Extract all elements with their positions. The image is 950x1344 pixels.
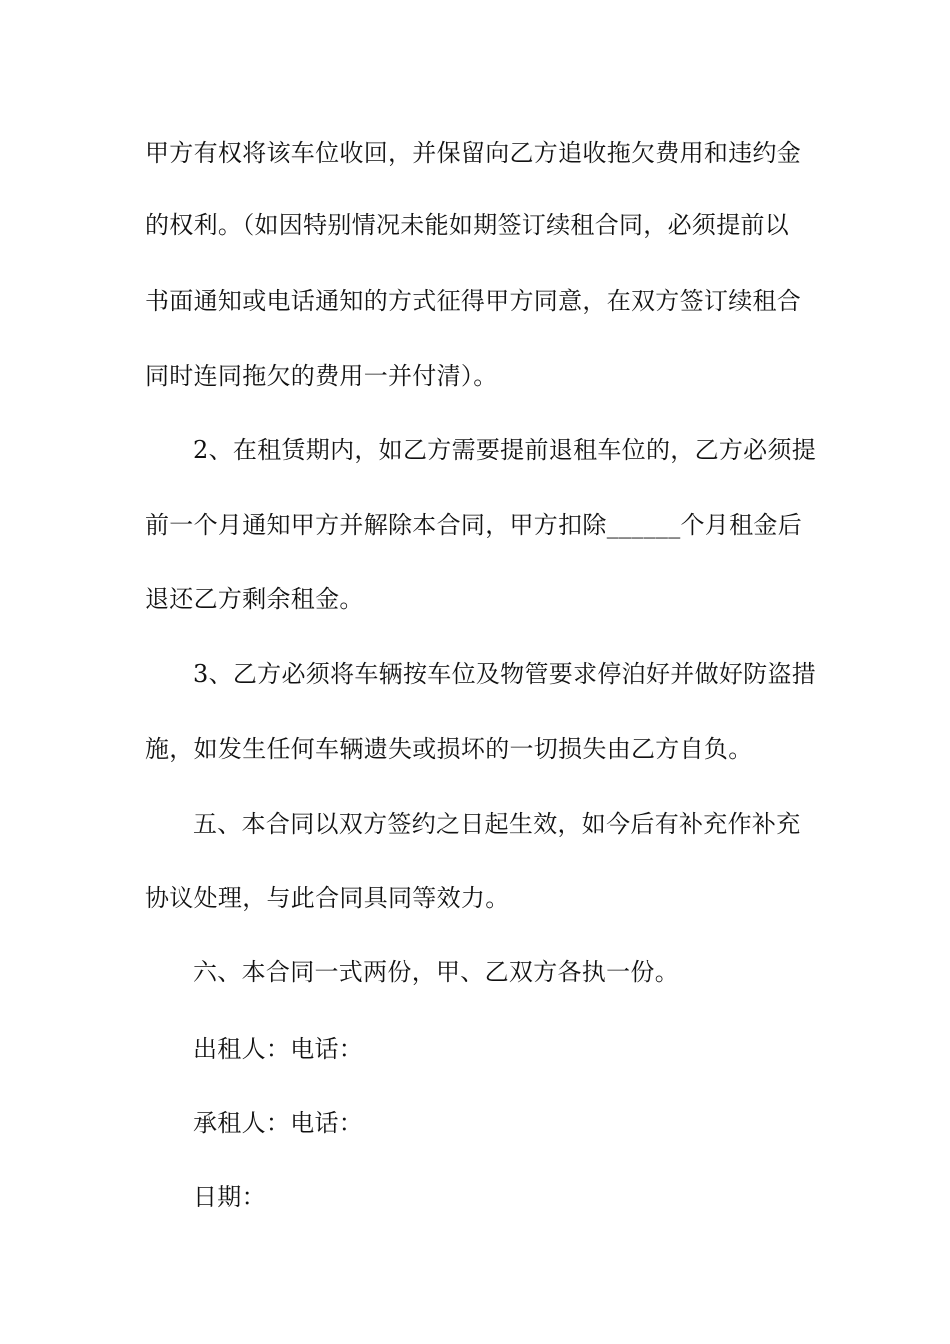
clause-3-line: 3、乙方必须将车辆按车位及物管要求停泊好并做好防盗措 xyxy=(193,660,817,688)
section-6-line: 六、本合同一式两份，甲、乙双方各执一份。 xyxy=(193,958,679,986)
paragraph-line: 的权利。（如因特别情况未能如期签订续租合同，必须提前以 xyxy=(145,211,790,239)
paragraph-line: 书面通知或电话通知的方式征得甲方同意，在双方签订续租合 xyxy=(145,287,802,315)
date-line: 日期： xyxy=(193,1183,266,1211)
lessor-signature-line: 出租人：电话： xyxy=(193,1035,364,1063)
lessee-signature-line: 承租人：电话： xyxy=(193,1109,364,1137)
clause-2-line: 前一个月通知甲方并解除本合同，甲方扣除______个月租金后 xyxy=(145,511,802,539)
section-5-line: 协议处理，与此合同具同等效力。 xyxy=(145,884,510,912)
clause-2-line: 2、在租赁期内，如乙方需要提前退租车位的，乙方必须提 xyxy=(193,436,817,464)
clause-3-line: 施，如发生任何车辆遗失或损坏的一切损失由乙方自负。 xyxy=(145,735,753,763)
clause-2-line: 退还乙方剩余租金。 xyxy=(145,585,364,613)
paragraph-line: 甲方有权将该车位收回，并保留向乙方追收拖欠费用和违约金 xyxy=(145,139,802,167)
paragraph-line: 同时连同拖欠的费用一并付清）。 xyxy=(145,362,498,390)
section-5-line: 五、本合同以双方签约之日起生效，如今后有补充作补充 xyxy=(193,810,801,838)
